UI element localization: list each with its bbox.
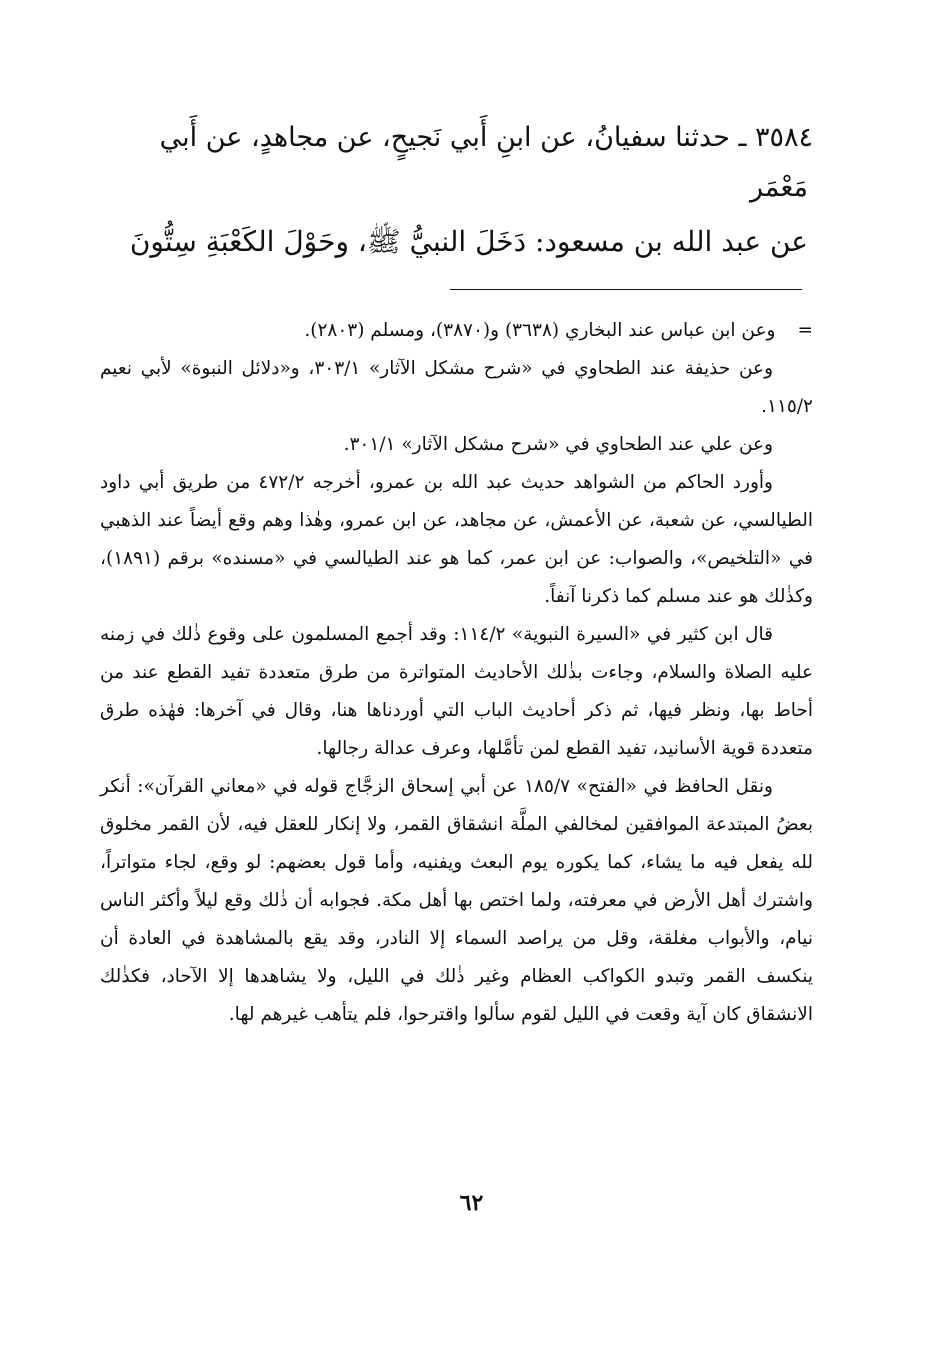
footnote-paragraph-5: قال ابن كثير في «السيرة النبوية» ١١٤/٢: وقد أجمع المسلمون على وقوع ذٰلك في زمنه عليه الصلاة والسلام، وجاءت بذٰلك الأحاديث المتواترة من طرق متعددة تفيد القطع عند من أحاط بها، ونظر فيها، ثم ذكر أحاديث الباب التي أوردناها هنا، وقال في آخرها: فهٰذه طرق متعددة قوية الأسانيد، تفيد القطع لمن تأمَّلها، وعرف عدالة رجالها. — [100, 624, 813, 759]
footnotes — [100, 312, 813, 1034]
footnote-separator — [450, 289, 802, 290]
hadith-line-2: مَعْمَر — [750, 172, 808, 203]
footnote-paragraph-4: وأورد الحاكم من الشواهد حديث عبد الله بن عمرو، أخرجه ٤٧٢/٢ من طريق أبي داود الطيالسي، عن شعبة، عن الأعمش، عن مجاهد، عن ابن عمرو، وهٰذا وهم وقع أيضاً عند الذهبي في «التلخيص»، والصواب: عن ابن عمر، كما هو عند الطيالسي في «مسنده» برقم (١٨٩١)، وكذٰلك هو عند مسلم كما ذكرنا آنفاً. — [100, 472, 813, 607]
footnote-text-1: وعن ابن عباس عند البخاري (٣٦٣٨) و(٣٨٧٠)، ومسلم (٢٨٠٣). — [304, 320, 776, 341]
continuation-mark: = — [797, 320, 813, 341]
footnote-paragraph-6: ونقل الحافظ في «الفتح» ١٨٥/٧ عن أبي إسحاق الزجَّاج قوله في «معاني القرآن»: أنكر بعضُ المبتدعة الموافقين لمخالفي الملَّة انشقاق القمر، ولا إنكار للعقل فيه، لأن القمر مخلوق لله يفعل فيه ما يشاء، كما يكوره يوم البعث ويفنيه، وأما قول بعضهم: لو وقع، لجاء متواتراً، واشترك أهل الأرض في معرفته، ولما اختص بها أهل مكة. فجوابه أن ذٰلك وقع ليلاً وأكثر الناس نيام، والأبواب مغلقة، وقل من يراصد السماء إلا النادر، وقد يقع بالمشاهدة في العادة أن ينكسف القمر وتبدو الكواكب العظام وغير ذٰلك في الليل، ولا يشاهدها إلا الآحاد، فكذٰلك الانشقاق كان آية وقعت في الليل لقوم سألوا واقترحوا، فلم يتأهب غيرهم لها. — [100, 776, 813, 1025]
hadith-line-1: ٣٥٨٤ ـ حدثنا سفيانُ، عن ابنِ أَبي نَجيحٍ، عن مجاهدٍ، عن أَبي — [159, 122, 813, 153]
page-number: ٦٢ — [459, 1190, 484, 1216]
footnote-paragraph-2: وعن حذيفة عند الطحاوي في «شرح مشكل الآثار» ٣٠٣/١، و«دلائل النبوة» لأبي نعيم ١١٥/٢. — [100, 358, 813, 417]
hadith-line-3: عن عبد الله بن مسعود: دَخَلَ النبيُّ ﷺ، وحَوْلَ الكَعْبَةِ سِتُّونَ — [129, 225, 808, 258]
footnote-paragraph-1 — [100, 312, 813, 350]
footnote-paragraph-3: وعن علي عند الطحاوي في «شرح مشكل الآثار» ٣٠١/١. — [343, 434, 773, 455]
